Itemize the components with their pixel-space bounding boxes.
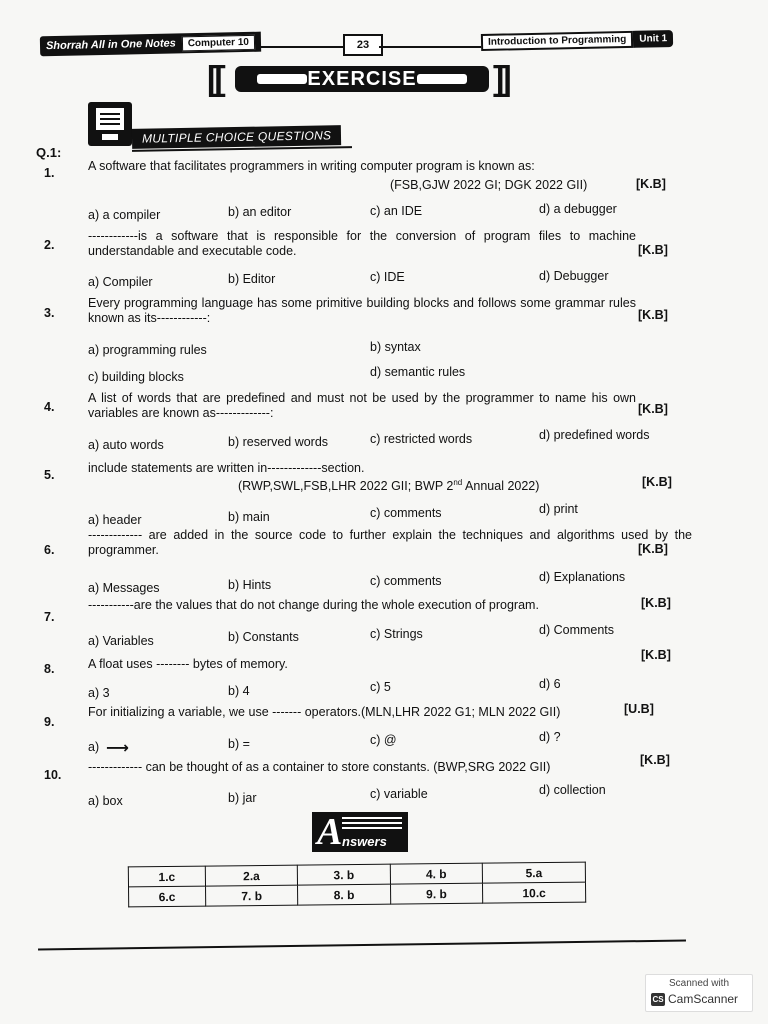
header-rule (379, 46, 483, 48)
question-text: For initializing a variable, we use ------- operators.(MLN,LHR 2022 G1; MLN 2022 GII) (88, 705, 561, 719)
table-row (129, 882, 586, 907)
option-b: b) jar (228, 791, 257, 805)
question-group-label: Q.1: (36, 145, 62, 160)
option-d: d) Comments (539, 623, 615, 637)
unit-label: Unit 1 (633, 29, 673, 47)
footer-rule (38, 939, 686, 950)
question-number: 5. (44, 468, 55, 482)
answer-cell: 10.c (483, 882, 586, 903)
exercise-banner (207, 62, 517, 96)
option-a: a) header (88, 513, 142, 527)
option-d: d) collection (539, 783, 606, 797)
option-c: c) @ (370, 733, 397, 747)
scanner-brand: CamScanner (668, 992, 739, 1006)
question-number: 8. (44, 662, 55, 676)
question-text: A list of words that are predefined and must not be used by the programmer to name his own variables are known as-------------: (88, 391, 636, 420)
option-a: a) 3 (88, 686, 110, 700)
header-rule (258, 46, 344, 48)
option-a: a) Compiler (88, 275, 153, 289)
page-number: 23 (343, 34, 383, 56)
arrow-right-icon: ⟶ (106, 740, 129, 757)
question-text: include statements are written in-------------section. (88, 461, 365, 475)
option-c: c) 5 (370, 680, 391, 694)
option-b: b) Editor (228, 272, 276, 286)
option-d: d) 6 (539, 677, 561, 691)
question-tag: [K.B] (641, 648, 671, 662)
answers-logo-text: nswers (342, 834, 387, 849)
option-c: c) comments (370, 506, 442, 520)
option-a: a) a compiler (88, 208, 161, 222)
option-c: c) comments (370, 574, 442, 588)
option-c: c) an IDE (370, 204, 423, 218)
scanner-watermark (645, 974, 753, 1012)
option-c: c) variable (370, 787, 428, 801)
computer-monitor-icon (88, 102, 132, 146)
option-a: a) (88, 740, 100, 754)
option-d: d) Debugger (539, 269, 609, 283)
option-a: a) Variables (88, 634, 154, 648)
answers-logo-letter: A (317, 811, 343, 853)
question-tag: [K.B] (636, 177, 666, 191)
question-number: 10. (44, 768, 62, 782)
option-b: b) main (228, 510, 270, 524)
option-d: d) predefined words (539, 428, 650, 442)
option-b: b) = (228, 737, 250, 751)
answer-key-table (128, 862, 586, 908)
answer-cell: 1.c (128, 866, 205, 887)
exercise-title: EXERCISE (299, 68, 424, 91)
answer-cell: 6.c (129, 886, 206, 907)
option-c: c) building blocks (88, 370, 184, 384)
book-series-tab (40, 32, 261, 57)
subject-label: Computer 10 (182, 34, 255, 51)
question-text: ------------- can be thought of as a container to store constants. (BWP,SRG 2022 GII) (88, 760, 551, 774)
option-d: d) a debugger (539, 202, 617, 216)
answer-cell: 7. b (205, 885, 298, 906)
question-number: 6. (44, 543, 55, 557)
question-tag: [K.B] (640, 753, 670, 767)
option-d: d) print (539, 502, 578, 516)
answer-cell: 9. b (390, 883, 483, 904)
option-b: b) Constants (228, 630, 299, 644)
question-tag: [U.B] (624, 702, 654, 716)
option-d: d) semantic rules (370, 365, 466, 379)
answer-cell: 5.a (482, 862, 585, 883)
answer-cell: 3. b (298, 864, 391, 885)
question-number: 1. (44, 166, 55, 180)
question-text: A float uses -------- bytes of memory. (88, 657, 288, 671)
question-number: 9. (44, 715, 55, 729)
question-number: 3. (44, 306, 55, 320)
answers-logo (312, 812, 408, 852)
question-tag: [K.B] (641, 596, 671, 610)
answer-cell: 2.a (205, 865, 298, 886)
option-a: a) auto words (88, 438, 164, 452)
option-c: c) Strings (370, 627, 423, 641)
question-source: (RWP,SWL,FSB,LHR 2022 GII; BWP 2nd Annual 2022) (238, 478, 540, 494)
scanner-caption: Scanned with (668, 978, 730, 989)
question-text: Every programming language has some primitive building blocks and follows some grammar rules known as its------------: (88, 296, 636, 325)
option-d: d) ? (539, 730, 561, 744)
answer-cell: 4. b (390, 863, 483, 884)
section-heading: MULTIPLE CHOICE QUESTIONS (132, 125, 342, 149)
left-bracket: [[ (207, 60, 222, 98)
option-a: a) Messages (88, 581, 160, 595)
question-number: 4. (44, 400, 55, 414)
option-c: c) restricted words (370, 432, 473, 446)
question-number: 2. (44, 238, 55, 252)
option-b: b) an editor (228, 205, 292, 219)
topic-tab (481, 28, 673, 52)
question-tag: [K.B] (638, 402, 668, 416)
right-bracket: ]] (493, 60, 508, 98)
question-text: ------------is a software that is responsible for the conversion of program files to machine understandable and executable code. (88, 229, 636, 258)
question-text: -----------are the values that do not change during the whole execution of program. (88, 598, 539, 612)
question-source: (FSB,GJW 2022 GI; DGK 2022 GII) (390, 178, 588, 192)
option-b: b) reserved words (228, 435, 329, 449)
option-a: a) programming rules (88, 343, 207, 357)
question-text: ------------- are added in the source code to further explain the techniques and algorithms used by the programmer. (88, 528, 692, 557)
question-number: 7. (44, 610, 55, 624)
question-text: A software that facilitates programmers in writing computer program is known as: (88, 159, 535, 173)
option-a: a) box (88, 794, 123, 808)
option-b: b) syntax (370, 340, 421, 354)
option-c: c) IDE (370, 270, 405, 284)
answer-cell: 8. b (298, 884, 391, 905)
question-tag: [K.B] (638, 542, 668, 556)
series-name: Shorrah All in One Notes (45, 37, 176, 53)
option-d: d) Explanations (539, 570, 626, 584)
camscanner-logo-icon: CS (652, 995, 664, 1004)
question-tag: [K.B] (638, 243, 668, 257)
option-b: b) Hints (228, 578, 272, 592)
question-tag: [K.B] (642, 475, 672, 489)
topic-label: Introduction to Programming (481, 30, 634, 50)
question-tag: [K.B] (638, 308, 668, 322)
option-b: b) 4 (228, 684, 250, 698)
